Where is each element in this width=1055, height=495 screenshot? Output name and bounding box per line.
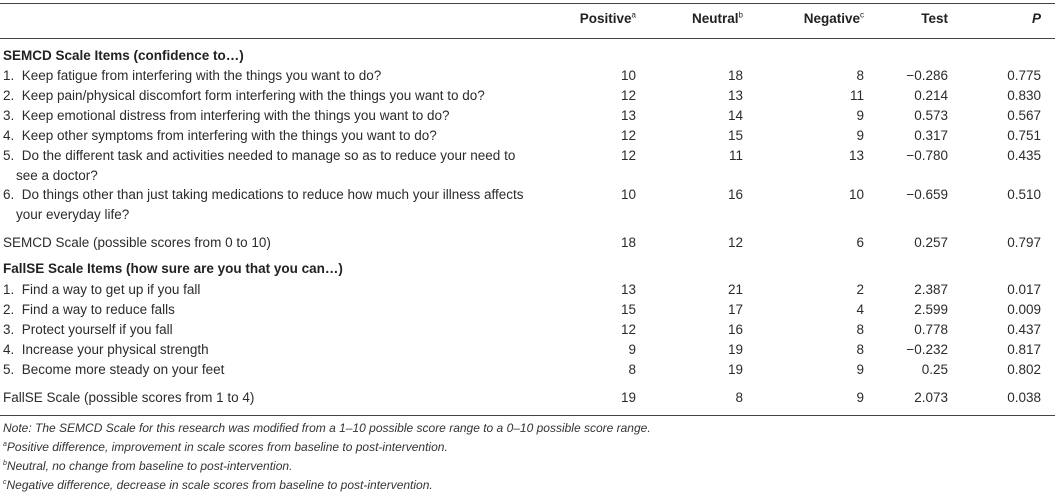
row-label: 1. Find a way to get up if you fall	[3, 282, 201, 297]
semcd-total-row: SEMCD Scale (possible scores from 0 to 10) 18 12 6 0.257 0.797	[0, 233, 1055, 253]
row-label: 4. Keep other symptoms from interfering with the things you want to do?	[3, 128, 437, 143]
table-row: 2. Find a way to reduce falls 15 17 4 2.599 0.009	[0, 300, 1055, 320]
header-test: Test	[921, 11, 948, 26]
table-row: 4. Keep other symptoms from interfering with the things you want to do? 12 15 9 0.317 0.751	[0, 126, 1055, 146]
row-label: 4. Increase your physical strength	[3, 342, 209, 357]
footnote-a: $^a$Positive difference, improvement in scale scores from baseline to post-intervention.	[3, 440, 448, 454]
bottom-rule	[0, 415, 1055, 416]
top-rule	[0, 3, 1055, 4]
table-row: 4. Increase your physical strength 9 19 8 −0.232 0.817	[0, 340, 1055, 360]
table-row: 3. Keep emotional distress from interfering with the things you want to do? 13 14 9 0.573 0.567	[0, 106, 1055, 126]
header-rule	[0, 38, 1055, 39]
row-label: 5. Do the different task and activities needed to manage so as to reduce your need to see a doctor?	[3, 148, 516, 183]
row-label: SEMCD Scale (possible scores from 0 to 10)	[3, 235, 271, 250]
table-row: 6. Do things other than just taking medications to reduce how much your illness affects your everyday life? 10 16 10 −0.659 0.510	[0, 185, 1055, 225]
footnote-c: $^c$Negative difference, decrease in scale scores from baseline to post-intervention.	[3, 478, 433, 492]
table-row: 5. Do the different task and activities needed to manage so as to reduce your need to see a doctor? 12 11 13 −0.780 0.435	[0, 146, 1055, 186]
row-label: 3. Protect yourself if you fall	[3, 322, 173, 337]
row-label: FallSE Scale (possible scores from 1 to 4)	[3, 390, 255, 405]
header-row	[0, 9, 1055, 29]
semcd-section-title: SEMCD Scale Items (confidence to…)	[3, 48, 244, 63]
footnote-b: $^b$Neutral, no change from baseline to post-intervention.	[3, 459, 293, 473]
header-p: P	[1031, 11, 1041, 26]
table-row: 1. Keep fatigue from interfering with the things you want to do? 10 18 8 −0.286 0.775	[0, 66, 1055, 86]
header-neutral: Neutral$^b$	[692, 10, 743, 26]
header-negative: Negative$^c$	[803, 10, 864, 26]
header-positive: Positive$^a$	[579, 10, 636, 26]
footnote-note: Note: The SEMCD Scale for this research was modified from a 1–10 possible score range to a 0–10 possible score range.	[3, 421, 651, 435]
row-label: 2. Keep pain/physical discomfort form interfering with the things you want to do?	[3, 88, 485, 103]
fallse-section-title: FallSE Scale Items (how sure are you that you can…)	[3, 261, 343, 276]
table-row: 3. Protect yourself if you fall 12 16 8 0.778 0.437	[0, 320, 1055, 340]
table-row: 5. Become more steady on your feet 8 19 9 0.25 0.802	[0, 360, 1055, 380]
row-label: 3. Keep emotional distress from interfering with the things you want to do?	[3, 108, 450, 123]
table-row: 2. Keep pain/physical discomfort form interfering with the things you want to do? 12 13 11 0.214 0.830	[0, 86, 1055, 106]
row-label: 1. Keep fatigue from interfering with the things you want to do?	[3, 68, 382, 83]
table-footnotes	[3, 419, 651, 495]
row-label: 5. Become more steady on your feet	[3, 362, 225, 377]
table-row: 1. Find a way to get up if you fall 13 21 2 2.387 0.017	[0, 280, 1055, 300]
row-label: 6. Do things other than just taking medications to reduce how much your illness affects your everyday life?	[3, 187, 524, 222]
row-label: 2. Find a way to reduce falls	[3, 302, 175, 317]
fallse-total-row: FallSE Scale (possible scores from 1 to 4) 19 8 9 2.073 0.038	[0, 388, 1055, 408]
